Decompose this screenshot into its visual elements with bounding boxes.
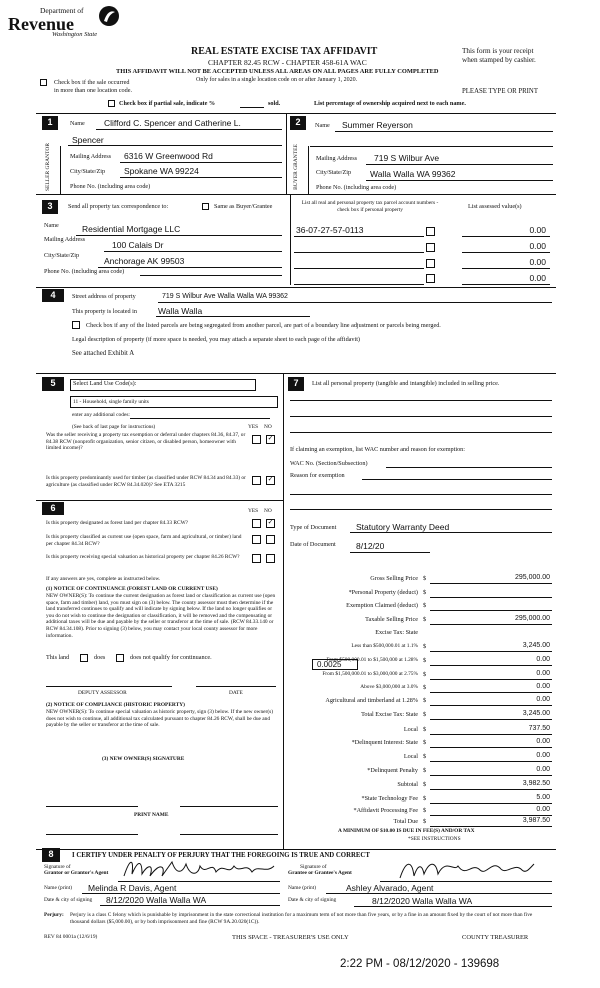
- new-owner-signature-label: (3) NEW OWNER(S) SIGNATURE: [102, 756, 185, 762]
- corr-name[interactable]: Residential Mortgage LLC: [82, 224, 181, 234]
- seller-side-label: SELLER GRANTOR: [45, 142, 51, 192]
- county-treasurer-label: COUNTY TREASURER: [462, 934, 529, 941]
- tax-row-label: From $500,000.01 to $1,500,000 at 1.28%: [326, 657, 418, 663]
- dollar-sign: $: [423, 589, 427, 596]
- dollar-sign: $: [423, 602, 427, 609]
- tax-row-label: Local: [403, 753, 418, 760]
- tax-row-line: [430, 815, 552, 816]
- buyer-address-line: [366, 164, 553, 165]
- parcel-line-4: [294, 284, 424, 285]
- form-title: REAL ESTATE EXCISE TAX AFFIDAVIT: [191, 46, 378, 57]
- dollar-sign: $: [423, 807, 427, 814]
- tax-row-label: Gross Selling Price: [370, 575, 418, 582]
- personal-property-checkbox-4[interactable]: [426, 274, 435, 283]
- tax-row-line: [430, 597, 552, 598]
- divider: [286, 113, 287, 194]
- tax-row-line: [430, 692, 552, 693]
- historic-yes-checkbox[interactable]: [252, 554, 261, 563]
- tax-row-line: [430, 775, 552, 776]
- exemption-reason-label: Reason for exemption: [290, 472, 345, 479]
- assessed-value-4[interactable]: 0.00: [529, 273, 546, 283]
- notice-continuance-title: (1) NOTICE OF CONTINUANCE (FOREST LAND OR CURRENT USE): [46, 586, 218, 592]
- tax-row-line: [430, 789, 552, 790]
- six-no-header: NO: [264, 508, 272, 514]
- street-line: [158, 302, 552, 303]
- minimum-fee-note: A MINIMUM OF $10.00 IS DUE IN FEE(S) AND/OR TAX: [338, 828, 475, 834]
- divider: [283, 373, 284, 849]
- historic-no-checkbox[interactable]: [266, 554, 275, 563]
- seller-city-line: [120, 177, 282, 178]
- seller-name-line-2: [68, 145, 282, 146]
- exemption-question: Was the seller receiving a property tax exemption or deferral under chapters 84.36, 84.37, or 84.38 RCW (nonprofit organization, senior citizen, or disabled person, homeowner with limited income)?: [46, 432, 246, 452]
- instructions-note: (See back of last page for instructions): [72, 424, 156, 430]
- dollar-sign: $: [423, 726, 427, 733]
- tax-row-value[interactable]: 0.00: [536, 696, 550, 703]
- partial-sale-checkbox[interactable]: [108, 100, 115, 107]
- grantor-sig-line: [118, 881, 280, 882]
- warning-label: THIS AFFIDAVIT WILL NOT BE ACCEPTED UNLESS ALL AREAS ON ALL PAGES ARE FULLY COMPLETED: [116, 68, 439, 75]
- location-line: [156, 316, 310, 317]
- seller-city-label: City/State/Zip: [70, 168, 106, 175]
- forest-question: Is this property designated as forest land per chapter 84.33 RCW?: [46, 520, 189, 526]
- street-label: Street address of property: [72, 293, 136, 300]
- sales-note: Only for sales in a single location code on or after January 1, 2020.: [196, 77, 358, 83]
- tax-row-label: From $1,500,000.01 to $3,000,000 at 2.75%: [322, 671, 418, 677]
- owner-signature-line-2[interactable]: [180, 806, 278, 807]
- tax-row-line: [430, 734, 552, 735]
- treasurer-space-label: THIS SPACE - TREASURER'S USE ONLY: [232, 934, 349, 941]
- assessed-header: List assessed value(s): [468, 203, 522, 210]
- same-as-buyer-label: Same as Buyer/Grantee: [214, 203, 273, 210]
- document-type-line: [350, 532, 552, 533]
- grantor-print-label: Name (print): [44, 885, 72, 891]
- timber-question: Is this property predominantly used for timber (as classified under RCW 84.34 and 84.33) or agriculture (as classified under RCW 84.34.020)? See ETA 3215: [46, 475, 246, 488]
- buyer-city-line: [366, 180, 553, 181]
- reason-line-2[interactable]: [290, 494, 552, 495]
- tax-row-value[interactable]: 5.00: [536, 794, 550, 801]
- parcel-header: List all real and personal property tax parcel account numbers - check box if personal property: [301, 200, 439, 213]
- divider: [36, 287, 556, 288]
- tax-row-label: Total Due: [393, 818, 418, 825]
- wac-line[interactable]: [386, 467, 552, 468]
- parcel-line-2: [294, 252, 424, 253]
- timber-no-checkbox[interactable]: ✓: [267, 475, 274, 483]
- seller-name-label: Name: [70, 120, 85, 127]
- grantor-signature[interactable]: [120, 854, 280, 882]
- section-8-badge: 8: [42, 848, 60, 862]
- dollar-sign: $: [423, 818, 427, 825]
- if-any-label: If any answers are yes, complete as instructed below.: [46, 576, 161, 582]
- does-label: does: [94, 654, 106, 661]
- tax-row-line: [430, 583, 552, 584]
- divider: [290, 195, 291, 285]
- dollar-sign: $: [423, 575, 427, 582]
- tax-row-value[interactable]: 3,987.50: [522, 817, 550, 824]
- buyer-name[interactable]: Summer Reyerson: [342, 120, 413, 130]
- tax-row-line: [430, 610, 552, 611]
- dollar-sign: $: [423, 795, 427, 802]
- owner-signature-line-1[interactable]: [46, 806, 138, 807]
- tax-row-value[interactable]: 0.00: [536, 766, 550, 773]
- section-1-badge: 1: [42, 116, 58, 130]
- multi-location-label: Check box if the sale occurred: [54, 79, 130, 86]
- grantor-sig-label-2: Grantor or Grantor's Agent: [44, 870, 109, 876]
- revenue-logo-icon: [98, 5, 120, 27]
- deputy-label: DEPUTY ASSESSOR: [78, 690, 127, 696]
- section-3-badge: 3: [42, 200, 58, 214]
- additional-codes-label: enter any additional codes:: [72, 412, 130, 418]
- assessed-value-3[interactable]: 0.00: [529, 257, 546, 267]
- tax-row-label: Subtotal: [397, 781, 418, 788]
- current-use-no-checkbox[interactable]: [266, 535, 275, 544]
- document-date-label: Date of Document: [290, 541, 336, 548]
- dollar-sign: $: [423, 616, 427, 623]
- parcel-number-1[interactable]: 36-07-27-57-0113: [296, 225, 364, 235]
- percentage-label: List percentage of ownership acquired next to each name.: [314, 100, 466, 107]
- perjury-text: Perjury is a class C felony which is punishable by imprisonment in the state correctional institution for a maximum term of not more than five years, or by a fine in an amount fixed by the court of not more than five thousand dollars ($5,000.00), or by both imprisonment and fine (RCW 9A.20.020(1C)).: [70, 912, 533, 925]
- partial-sale-percent[interactable]: [240, 107, 264, 108]
- correspondence-label: Send all property tax correspondence to:: [68, 203, 169, 210]
- divider: [36, 373, 556, 374]
- historic-question: Is this property receiving special valuation as historical property per chapter 84.26 RCW?: [46, 554, 240, 560]
- timber-yes-checkbox[interactable]: [252, 476, 261, 485]
- tax-row-line: [430, 826, 552, 827]
- corr-city-line: [98, 267, 282, 268]
- reason-line-3[interactable]: [290, 509, 552, 510]
- grantor-print-name[interactable]: Melinda R Davis, Agent: [88, 883, 177, 893]
- local-rate-field[interactable]: 0.0025: [312, 659, 358, 670]
- buyer-phone-label: Phone No. (including area code): [316, 184, 397, 191]
- tax-row-value[interactable]: 0.00: [536, 683, 550, 690]
- section-6-badge: 6: [42, 502, 64, 515]
- section-7-badge: 7: [288, 377, 304, 391]
- tax-row-label: *Delinquent Interest: State: [351, 739, 418, 746]
- tax-row-label: *State Technology Fee: [361, 795, 418, 802]
- parcel-line-3: [294, 268, 424, 269]
- exemption-no-checkbox[interactable]: ✓: [267, 434, 274, 442]
- grantee-sig-label-2: Grantee or Grantee's Agent: [288, 870, 352, 876]
- grantee-print-name[interactable]: Ashley Alvarado, Agent: [346, 883, 434, 893]
- land-use-code: 11 - Household, single family units: [73, 399, 149, 405]
- parcel-line-1: [294, 236, 424, 237]
- dollar-sign: $: [423, 671, 427, 678]
- notice-compliance-text: NEW OWNER(S): To continue special valuation as historic property, sign (3) below. If the new owner(s) does not wish to continue, all additional tax calculated pursuant to chapter 84.26 RCW, shall be due and payable by the seller or transferor at the time of sale.: [46, 709, 274, 729]
- grantee-print-label: Name (print): [288, 885, 316, 891]
- form-revision: REV 84 0001a (12/6/19): [44, 934, 98, 940]
- tax-row-line: [430, 719, 552, 720]
- forest-no-checkbox[interactable]: ✓: [267, 518, 274, 526]
- grantee-date-label: Date & city of signing: [288, 897, 337, 903]
- tax-row-line: [430, 761, 552, 762]
- tax-row-line: [430, 651, 552, 652]
- personal-property-checkbox-3[interactable]: [426, 259, 435, 268]
- personal-property-line-2[interactable]: [290, 416, 552, 417]
- grantee-print-line: [326, 893, 552, 894]
- dept-label: Department of: [40, 6, 84, 15]
- current-use-yes-checkbox[interactable]: [252, 535, 261, 544]
- deputy-date-line[interactable]: [196, 686, 276, 687]
- six-yes-header: YES: [248, 508, 259, 514]
- seller-address[interactable]: 6316 W Greenwood Rd: [124, 151, 213, 161]
- grantee-date-city[interactable]: 8/12/2020 Walla Walla WA: [372, 896, 473, 906]
- tax-row-label: *Personal Property (deduct): [348, 589, 418, 596]
- same-as-buyer-checkbox[interactable]: [202, 203, 209, 210]
- exhibit-reference[interactable]: See attached Exhibit A: [72, 350, 135, 357]
- grantee-signature[interactable]: [396, 854, 536, 882]
- tax-row-value[interactable]: 295,000.00: [514, 615, 550, 622]
- corr-name-line: [76, 235, 282, 236]
- revenue-logo-text: Revenue: [8, 14, 74, 34]
- personal-property-label: List all personal property (tangible and intangible) included in selling price.: [312, 380, 500, 387]
- no-header: NO: [264, 424, 272, 430]
- additional-codes-line[interactable]: [130, 418, 270, 419]
- does-not-qualify-checkbox[interactable]: [116, 654, 124, 662]
- assessed-line-4: [462, 284, 550, 285]
- corr-name-label: Name: [44, 222, 59, 229]
- tax-row-line: [430, 665, 552, 666]
- tax-row-label: *Affidavit Processing Fee: [353, 807, 418, 814]
- buyer-side-label: BUYER GRANTEE: [293, 144, 299, 190]
- exemption-claim-label: If claiming an exemption, list WAC number and reason for exemption:: [290, 446, 465, 453]
- tax-row-label: Agricultural and timberland at 1.28%: [325, 697, 418, 704]
- land-use-label: Select Land Use Code(s):: [73, 380, 137, 387]
- seller-name-2[interactable]: Spencer: [72, 135, 104, 145]
- grantee-sig-label: Signature of: [300, 864, 327, 870]
- buyer-name-line-2: [310, 146, 553, 147]
- personal-property-line-3[interactable]: [290, 432, 552, 433]
- dollar-sign: $: [423, 767, 427, 774]
- dollar-sign: $: [423, 643, 427, 650]
- deputy-line[interactable]: [46, 686, 172, 687]
- print-name-line-1[interactable]: [46, 834, 138, 835]
- print-name-label: PRINT NAME: [134, 812, 169, 818]
- certify-label: I CERTIFY UNDER PENALTY OF PERJURY THAT THE FOREGOING IS TRUE AND CORRECT: [72, 852, 370, 859]
- notice-compliance-title: (2) NOTICE OF COMPLIANCE (HISTORIC PROPERTY): [46, 702, 185, 708]
- corr-phone-line: [140, 275, 282, 276]
- dollar-sign: $: [423, 781, 427, 788]
- tax-row-label: Taxable Selling Price: [365, 616, 418, 623]
- tax-row-label: Excise Tax: State: [375, 629, 418, 636]
- corr-address-line: [104, 251, 282, 252]
- corr-city[interactable]: Anchorage AK 99503: [104, 256, 185, 266]
- multi-location-checkbox[interactable]: [40, 79, 47, 86]
- notice-continuance-text: NEW OWNER(S): To continue the current designation as forest land or classification as current use (open space, farm and timber) land, you must sign on (3) below. The county assessor must then determine if the land transferred continues to qualify and will indicate by signing below. If the land no longer qualifies or you do not wish to continue the designation or classification, it will be removed and the compensating or additional taxes will be due and payable by the seller or transferor at the time of sale. (RCW 84.33.140 or RCW 84.34.108). Prior to signing (3) below, you may contact your local county assessor for more information.: [46, 593, 276, 639]
- tax-row-value[interactable]: 3,982.50: [522, 780, 550, 787]
- section-2-badge: 2: [290, 116, 306, 130]
- grantee-sig-line: [380, 881, 552, 882]
- tax-row-label: Less than $500,000.01 at 1.1%: [351, 643, 418, 649]
- section-5-badge: 5: [42, 377, 64, 391]
- wac-label: WAC No. (Section/Subsection): [290, 460, 368, 467]
- tax-row-value[interactable]: 737.50: [528, 725, 550, 732]
- print-name-line-2[interactable]: [180, 834, 278, 835]
- segregation-checkbox[interactable]: [72, 321, 80, 329]
- corr-address-label: Mailing Address: [44, 236, 86, 243]
- state-label: Washington State: [52, 31, 98, 38]
- grantor-date-city[interactable]: 8/12/2020 Walla Walla WA: [106, 895, 207, 905]
- tax-row-value[interactable]: 0.00: [536, 752, 550, 759]
- seller-name-1[interactable]: Clifford C. Spencer and Catherine L.: [104, 118, 241, 128]
- document-date-line: [350, 552, 430, 553]
- divider: [60, 146, 61, 194]
- buyer-city-label: City/State/Zip: [316, 169, 352, 176]
- seller-city[interactable]: Spokane WA 99224: [124, 166, 199, 176]
- location-value[interactable]: Walla Walla: [158, 306, 203, 316]
- assessed-value-2[interactable]: 0.00: [529, 241, 546, 251]
- tax-row-value[interactable]: 295,000.00: [514, 574, 550, 581]
- seller-address-label: Mailing Address: [70, 153, 112, 160]
- tax-row-label: Above $3,000,000 at 3.0%: [360, 684, 418, 690]
- corr-city-label: City/State/Zip: [44, 252, 80, 259]
- seller-address-line: [120, 162, 282, 163]
- assessed-line-2: [462, 252, 550, 253]
- tax-row-label: Local: [403, 726, 418, 733]
- yes-header: YES: [248, 424, 259, 430]
- tax-row-value[interactable]: 0.00: [536, 738, 550, 745]
- buyer-name-line: [335, 131, 553, 132]
- does-not-label: does not qualify for continuance.: [130, 654, 212, 661]
- grantor-sig-label: Signature of: [44, 864, 71, 870]
- tax-row-line: [430, 624, 552, 625]
- divider: [36, 113, 556, 114]
- location-label: This property is located in: [72, 308, 137, 315]
- tax-row-line: [430, 747, 552, 748]
- divider: [308, 146, 309, 194]
- tax-row-value[interactable]: 0.00: [536, 656, 550, 663]
- dollar-sign: $: [423, 711, 427, 718]
- grantor-print-line: [82, 893, 280, 894]
- tax-row-line: [430, 705, 552, 706]
- seller-name-line: [96, 129, 282, 130]
- dollar-sign: $: [423, 697, 427, 704]
- corr-address[interactable]: 100 Calais Dr: [112, 240, 164, 250]
- personal-property-checkbox-2[interactable]: [426, 243, 435, 252]
- buyer-address-label: Mailing Address: [316, 155, 358, 162]
- date-label: DATE: [229, 690, 243, 696]
- tax-row-value[interactable]: 3,245.00: [522, 710, 550, 717]
- grantor-date-label: Date & city of signing: [44, 897, 93, 903]
- divider: [36, 849, 556, 850]
- personal-property-line-1[interactable]: [290, 400, 552, 401]
- recording-stamp: 2:22 PM - 08/12/2020 - 139698: [340, 958, 500, 970]
- personal-property-checkbox-1[interactable]: [426, 227, 435, 236]
- tax-row-label: Total Excise Tax: State: [361, 711, 418, 718]
- document-type[interactable]: Statutory Warranty Deed: [356, 522, 450, 532]
- current-use-question: Is this property classified as current use (open space, farm and agricultural, or timber) land per chapter 84.34 RCW?: [46, 534, 242, 547]
- tax-row-line: [430, 803, 552, 804]
- dollar-sign: $: [423, 753, 427, 760]
- forest-yes-checkbox[interactable]: [252, 519, 261, 528]
- see-instructions-note: *SEE INSTRUCTIONS: [408, 836, 461, 842]
- tax-row-value[interactable]: 3,245.00: [522, 642, 550, 649]
- sold-label: sold.: [268, 100, 281, 107]
- street-address[interactable]: 719 S Wilbur Ave Walla Walla WA 99362: [162, 293, 288, 300]
- tax-row-value[interactable]: 0.00: [536, 670, 550, 677]
- reason-line-1[interactable]: [362, 479, 552, 480]
- assessed-line-1: [462, 236, 550, 237]
- please-type-label: PLEASE TYPE OR PRINT: [462, 88, 538, 95]
- dollar-sign: $: [423, 657, 427, 664]
- corr-phone-label: Phone No. (including area code): [44, 268, 125, 275]
- tax-row-label: Exemption Claimed (deduct): [346, 602, 418, 609]
- seller-phone-label: Phone No. (including area code): [70, 183, 151, 190]
- buyer-name-label: Name: [315, 122, 330, 129]
- document-date[interactable]: 8/12/20: [356, 541, 385, 551]
- tax-row-line: [430, 679, 552, 680]
- segregation-label: Check box if any of the listed parcels are being segregated from another parcel, are part of a boundary line adjustment or parcels being merged.: [86, 322, 441, 329]
- buyer-address[interactable]: 719 S Wilbur Ave: [374, 153, 440, 163]
- legal-description-label: Legal description of property (if more space is needed, you may attach a separate sheet to each page of the affidavit): [72, 336, 360, 343]
- tax-row-label: *Delinquent Penalty: [367, 767, 418, 774]
- tax-row-value[interactable]: 0.00: [536, 806, 550, 813]
- exemption-yes-checkbox[interactable]: [252, 435, 261, 444]
- dollar-sign: $: [423, 739, 427, 746]
- receipt-note-2: when stamped by cashier.: [462, 56, 536, 64]
- dollar-sign: $: [423, 684, 427, 691]
- receipt-note: This form is your receipt: [462, 47, 534, 55]
- section-4-badge: 4: [42, 289, 64, 302]
- partial-sale-label: Check box if partial sale, indicate %: [119, 100, 216, 107]
- grantee-date-line: [354, 906, 552, 907]
- this-land-label: This land: [46, 654, 70, 661]
- land-use-header: [70, 379, 256, 391]
- assessed-line-3: [462, 268, 550, 269]
- grantor-date-line: [100, 905, 280, 906]
- buyer-city[interactable]: Walla Walla WA 99362: [370, 169, 456, 179]
- chapter-label: CHAPTER 82.45 RCW - CHAPTER 458-61A WAC: [208, 58, 367, 67]
- land-use-code-field[interactable]: [70, 396, 278, 408]
- does-qualify-checkbox[interactable]: [80, 654, 88, 662]
- document-type-label: Type of Document: [290, 524, 337, 531]
- multi-location-label-2: in more than one location code.: [54, 87, 133, 94]
- perjury-label: Perjury:: [44, 912, 64, 918]
- assessed-value-1[interactable]: 0.00: [529, 225, 546, 235]
- divider: [36, 500, 283, 501]
